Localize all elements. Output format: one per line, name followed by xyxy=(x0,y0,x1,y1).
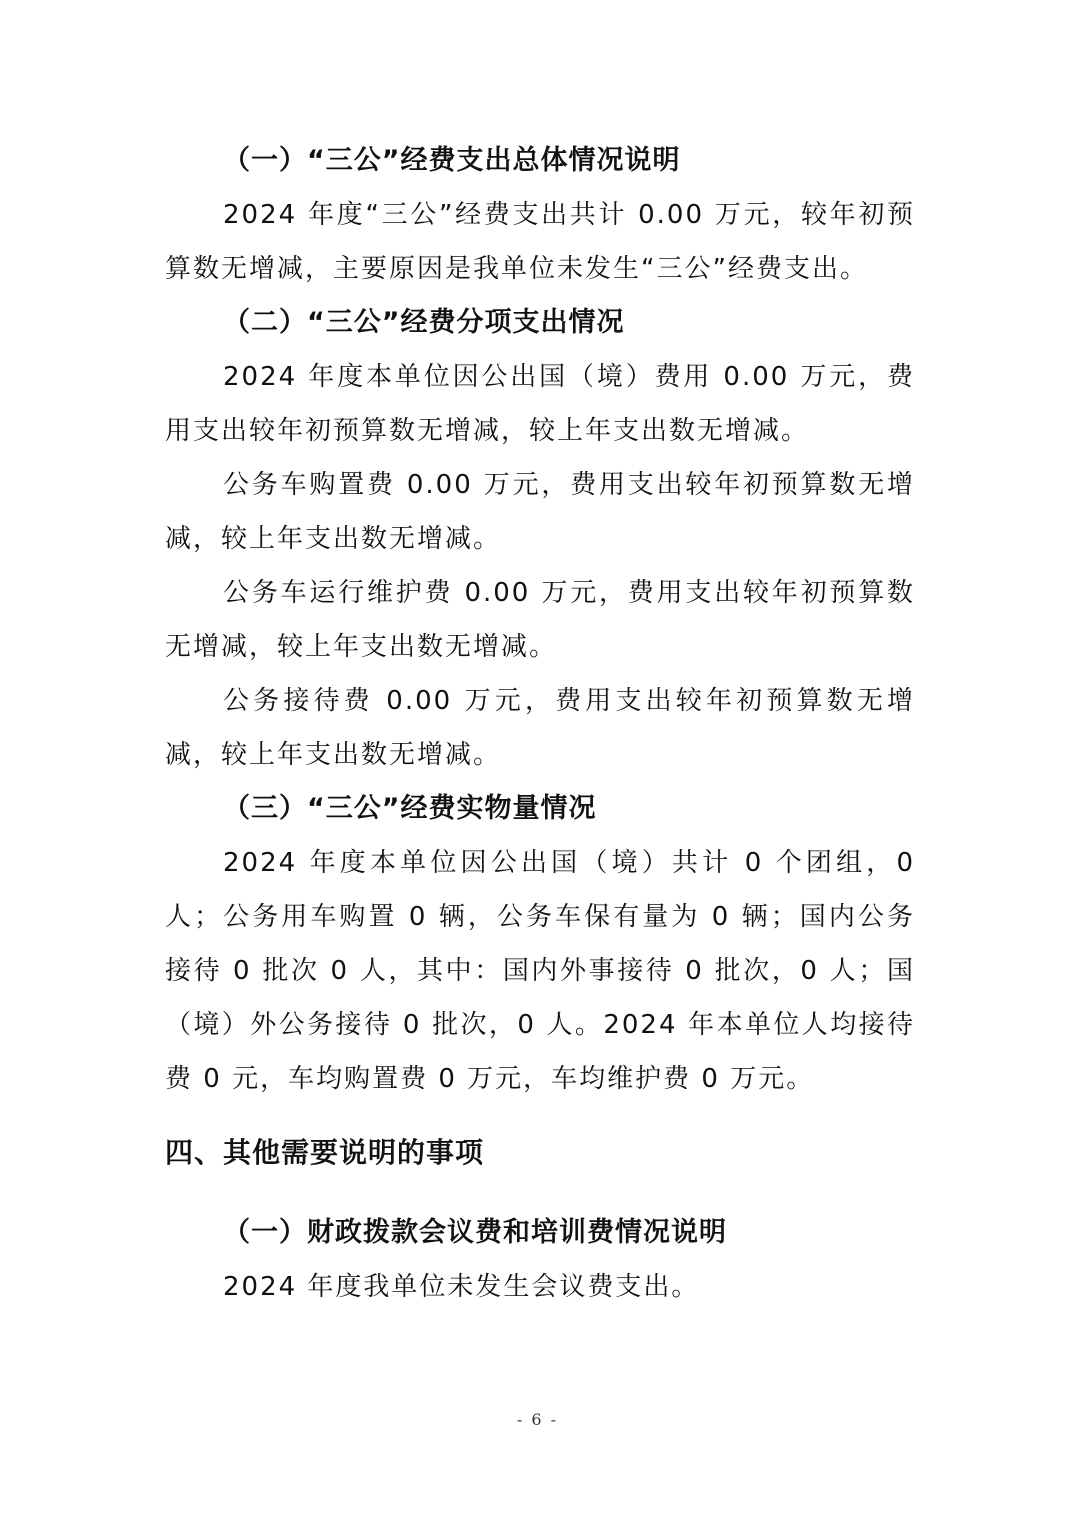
paragraph: 2024 年度“三公”经费支出共计 0.00 万元，较年初预算数无增减，主要原因是我单位未发生“三公”经费支出。 xyxy=(165,200,915,284)
paragraph: 公务车运行维护费 0.00 万元，费用支出较年初预算数无增减，较上年支出数无增减。 xyxy=(165,578,915,662)
page-number: - 6 - xyxy=(516,1410,559,1429)
paragraph: 2024 年度本单位因公出国（境）共计 0 个团组，0 人；公务用车购置 0 辆，公务车保有量为 0 辆；国内公务接待 0 批次 0 人，其中：国内外事接待 0 批次，0 人；国（境）外公务接待 0 批次，0 人。2024 年本单位人均接待费 0 元，车均购置费 0 万元，车均维护费 0 万元。 xyxy=(165,848,915,1094)
document-body xyxy=(165,134,915,1314)
paragraph: 公务车购置费 0.00 万元，费用支出较年初预算数无增减，较上年支出数无增减。 xyxy=(165,470,915,554)
paragraph: 2024 年度本单位因公出国（境）费用 0.00 万元，费用支出较年初预算数无增减，较上年支出数无增减。 xyxy=(165,362,915,446)
section-heading-meeting-training-fees: （一）财政拨款会议费和培训费情况说明 xyxy=(223,1217,727,1248)
section-heading-three-public-itemized: （二）“三公”经费分项支出情况 xyxy=(223,307,625,338)
paragraph: 2024 年度我单位未发生会议费支出。 xyxy=(223,1272,700,1302)
chapter-heading-other-matters: 四、其他需要说明的事项 xyxy=(165,1136,485,1169)
section-heading-three-public-overall: （一）“三公”经费支出总体情况说明 xyxy=(223,145,681,176)
section-heading-three-public-physical: （三）“三公”经费实物量情况 xyxy=(223,793,597,824)
paragraph: 公务接待费 0.00 万元，费用支出较年初预算数无增减，较上年支出数无增减。 xyxy=(165,686,915,770)
